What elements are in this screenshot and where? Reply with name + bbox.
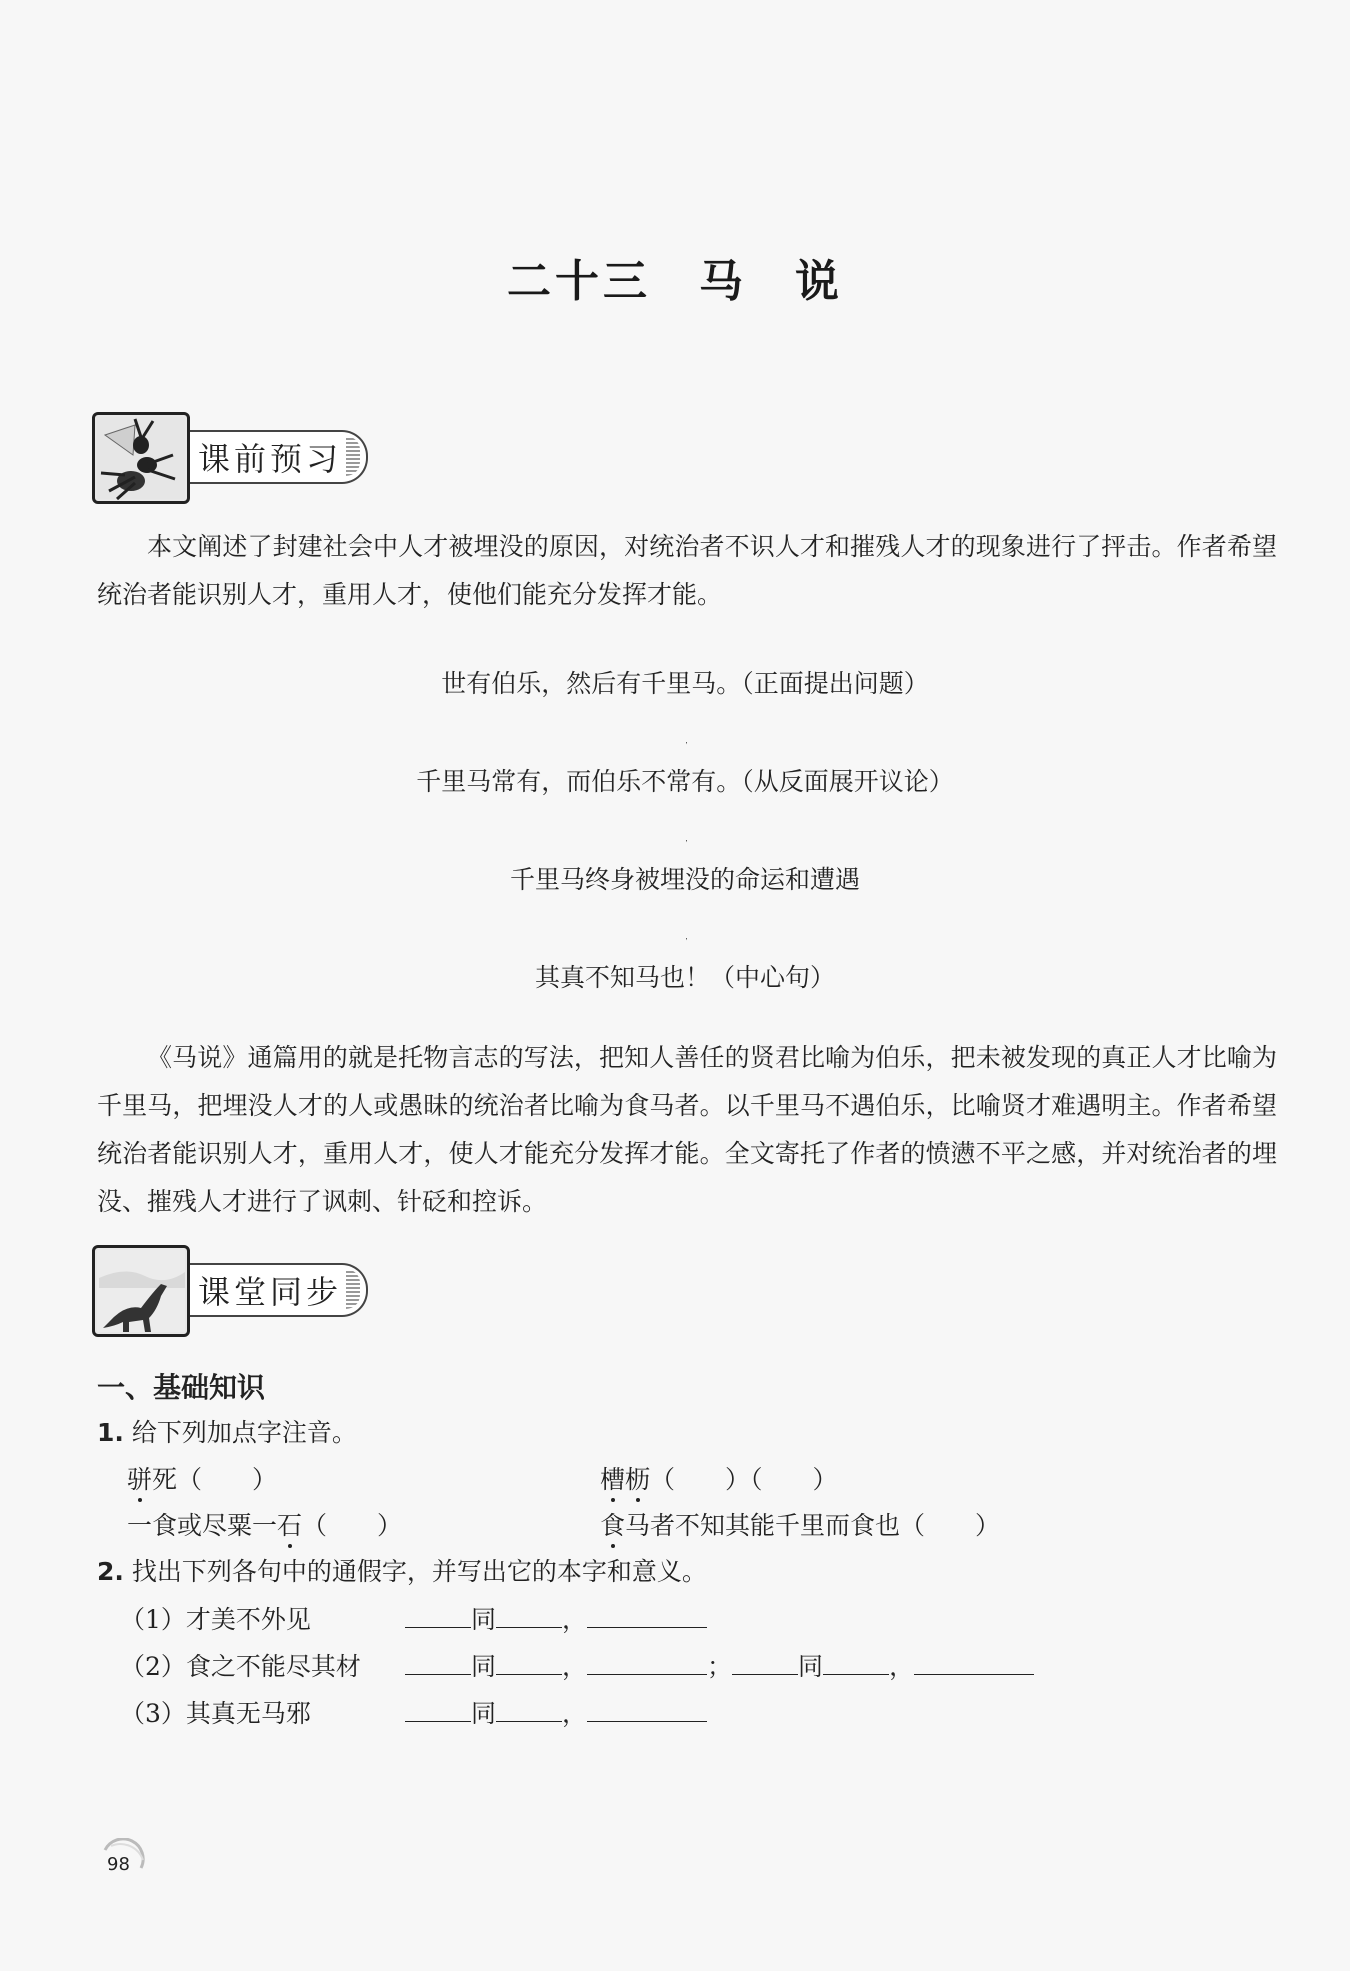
answer-blank[interactable]: [496, 1699, 562, 1722]
q1-item-b-rest: （ ）（ ）: [650, 1465, 838, 1494]
flow-arrow-2: [685, 804, 687, 852]
flow-step-4: 其真不知马也！（中心句）: [534, 963, 835, 992]
title-char-1: 马: [699, 256, 747, 307]
question-text: 找出下列各句中的通假字，并写出它的本字和意义。: [131, 1557, 707, 1586]
answer-blank[interactable]: [587, 1699, 707, 1722]
q1-item-d: [600, 1506, 1000, 1542]
answer-blank[interactable]: [405, 1652, 471, 1675]
dotted-char: 食: [600, 1511, 626, 1540]
badge-label-classroom: 课堂同步: [198, 1273, 343, 1311]
flow-step-3: 千里马终身被埋没的命运和遭遇: [509, 865, 860, 894]
answer-blank[interactable]: [914, 1652, 1034, 1675]
answer-blank[interactable]: [496, 1605, 562, 1628]
comma: ，: [562, 1699, 588, 1728]
classroom-section-badge: [92, 1245, 382, 1335]
question-1-prompt: [97, 1413, 357, 1449]
flow-arrow-1: [685, 706, 687, 754]
flow-arrow-3: [685, 902, 687, 950]
page-number-text: 98: [107, 1854, 130, 1875]
question-number: 1.: [97, 1418, 124, 1447]
dotted-char: 槽: [600, 1465, 626, 1494]
q2-item-3: [120, 1694, 311, 1730]
q1-item-a: [127, 1460, 277, 1496]
same-as-text: 同: [798, 1652, 824, 1681]
answer-blank[interactable]: [823, 1652, 889, 1675]
comma: ，: [562, 1652, 588, 1681]
q2-item-1-answer: [405, 1600, 707, 1636]
dotted-char: 骈: [127, 1465, 153, 1494]
q1-item-c: [127, 1506, 402, 1542]
answer-blank[interactable]: [496, 1652, 562, 1675]
answer-blank[interactable]: [405, 1699, 471, 1722]
badge-label-preview: 课前预习: [198, 440, 343, 478]
dinosaur-icon: [92, 1245, 190, 1337]
answer-blank[interactable]: [587, 1605, 707, 1628]
section-heading-basics: 一、基础知识: [97, 1371, 266, 1404]
question-text: 给下列加点字注音。: [131, 1418, 357, 1447]
q1-item-a-rest: 死（ ）: [152, 1465, 278, 1494]
answer-blank[interactable]: [587, 1652, 707, 1675]
answer-blank[interactable]: [405, 1605, 471, 1628]
q1-item-b: [600, 1460, 838, 1496]
title-number: 二十三: [507, 256, 651, 307]
comma: ，: [889, 1652, 915, 1681]
page-number: [97, 1838, 147, 1888]
q2-item-1: [120, 1600, 311, 1636]
title-char-2: 说: [795, 256, 843, 307]
q2-item-label: （1）才美不外见: [120, 1605, 311, 1634]
intro-paragraph: 本文阐述了封建社会中人才被埋没的原因，对统治者不识人才和摧残人才的现象进行了抨击。作者希望统治者能识别人才，重用人才，使他们能充分发挥才能。: [97, 532, 1277, 609]
q2-item-3-answer: [405, 1694, 707, 1730]
question-number: 2.: [97, 1557, 124, 1586]
ant-icon: [92, 412, 190, 504]
same-as-text: 同: [471, 1652, 497, 1681]
q2-item-2: [120, 1647, 361, 1683]
dotted-char-2: 枥: [625, 1465, 651, 1494]
q2-item-label: （3）其真无马邪: [120, 1699, 311, 1728]
flow-step-1: 世有伯乐，然后有千里马。（正面提出问题）: [441, 669, 929, 698]
question-2-prompt: [97, 1552, 707, 1588]
q1-item-c-pre: 一食或尽粟一: [127, 1511, 278, 1540]
dotted-char: 石: [277, 1511, 303, 1540]
preview-section-badge: [92, 412, 382, 502]
semicolon: ；: [707, 1652, 733, 1681]
flow-step-2: 千里马常有，而伯乐不常有。（从反面展开议论）: [416, 767, 954, 796]
comma: ，: [562, 1605, 588, 1634]
q2-item-2-answer: [405, 1647, 1034, 1683]
q2-item-label: （2）食之不能尽其材: [120, 1652, 361, 1681]
q1-item-d-rest: 马者不知其能千里而食也（ ）: [625, 1511, 1001, 1540]
same-as-text: 同: [471, 1699, 497, 1728]
page-title: [0, 245, 1350, 309]
analysis-paragraph: 《马说》通篇用的就是托物言志的写法，把知人善任的贤君比喻为伯乐，把未被发现的真正人才比喻为千里马，把埋没人才的人或愚昧的统治者比喻为食马者。以千里马不遇伯乐，比喻贤才难遇明主。作者希望统治者能识别人才，重用人才，使人才能充分发挥才能。全文寄托了作者的愤懑不平之感，并对统治者的埋没、摧残人才进行了讽刺、针砭和控诉。: [97, 1043, 1277, 1216]
answer-blank[interactable]: [732, 1652, 798, 1675]
same-as-text: 同: [471, 1605, 497, 1634]
q1-item-c-rest: （ ）: [302, 1511, 403, 1540]
